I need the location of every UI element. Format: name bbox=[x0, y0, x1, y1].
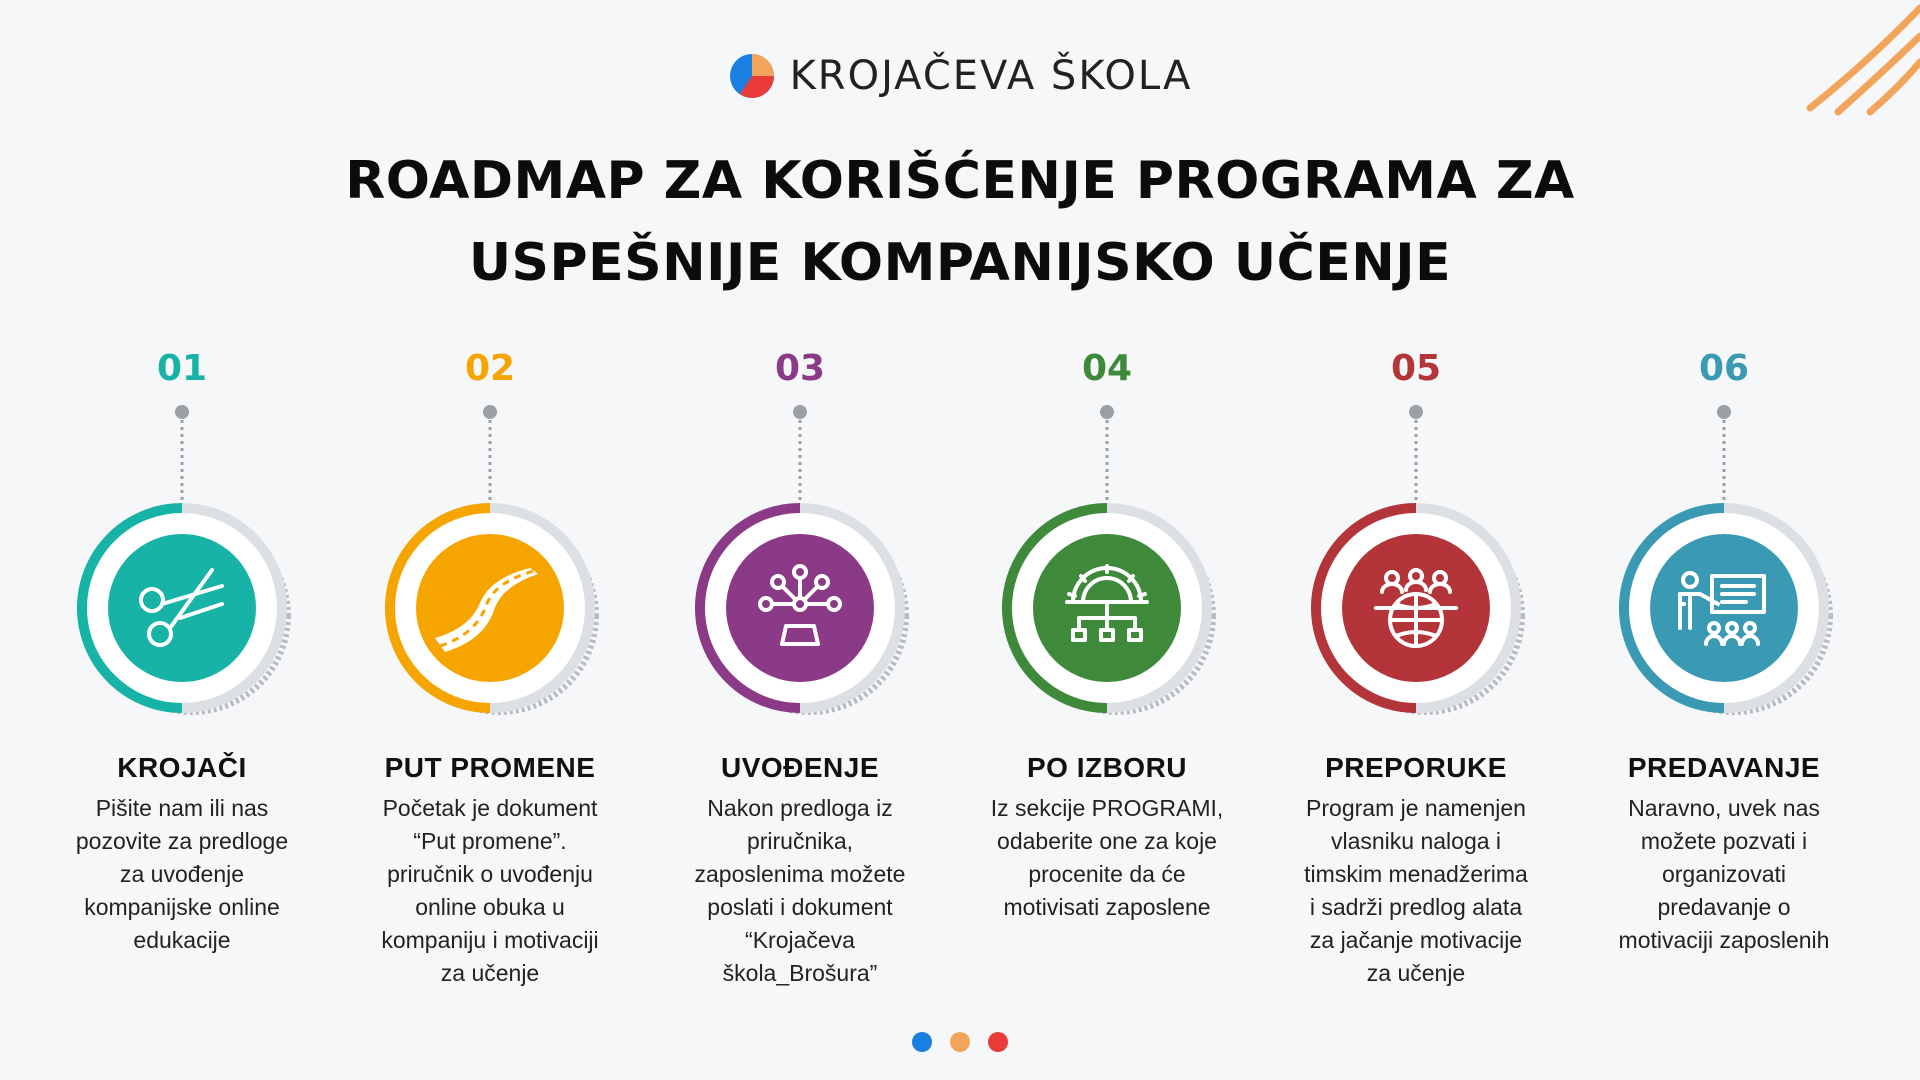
roadmap-step bbox=[957, 340, 1257, 1020]
brand-name: KROJAČEVA ŠKOLA bbox=[789, 53, 1193, 99]
step-title: PREDAVANJE bbox=[1627, 752, 1821, 783]
step-number: 05 bbox=[1390, 348, 1442, 389]
pagination-dots bbox=[0, 1032, 1920, 1052]
step-number: 06 bbox=[1698, 348, 1750, 389]
roadmap-step bbox=[32, 340, 332, 1020]
step-description: Početak je dokument “Put promene”. priručnik o uvođenju online obuka u kompaniju i motivaciji za učenje bbox=[381, 795, 599, 986]
step-title: KROJAČI bbox=[117, 752, 247, 783]
pagination-dot[interactable] bbox=[912, 1032, 932, 1052]
step-badge bbox=[1574, 340, 1874, 720]
roadmap-step bbox=[340, 340, 640, 1020]
connector-dot bbox=[793, 405, 807, 419]
roadmap-step bbox=[650, 340, 950, 1020]
title-line-2: USPEŠNIJE KOMPANIJSKO UČENJE bbox=[468, 233, 1452, 293]
step-title: PO IZBORU bbox=[1026, 752, 1188, 783]
connector-dot bbox=[483, 405, 497, 419]
step-description: Pišite nam ili nas pozovite za predloge za uvođenje kompanijske online edukacije bbox=[75, 795, 289, 953]
step-number: 01 bbox=[156, 348, 208, 389]
title-line-1: ROADMAP ZA KORIŠĆENJE PROGRAMA ZA bbox=[345, 151, 1575, 211]
brand-logo-icon bbox=[728, 52, 776, 100]
step-description: Program je namenjen vlasniku naloga i timskim menadžerima i sadrži predlog alata za jačanje motivacije za učenje bbox=[1304, 795, 1528, 986]
step-description: Iz sekcije PROGRAMI, odaberite one za koje procenite da će motivisati zaposlene bbox=[990, 795, 1224, 920]
connector-dot bbox=[1717, 405, 1731, 419]
brand-logo bbox=[0, 52, 1920, 100]
connector-dot bbox=[1409, 405, 1423, 419]
step-title: PREPORUKE bbox=[1325, 752, 1507, 783]
step-badge bbox=[340, 340, 640, 720]
step-badge bbox=[957, 340, 1257, 720]
badge-disc bbox=[1650, 534, 1798, 682]
step-number: 04 bbox=[1081, 348, 1133, 389]
step-title: UVOĐENJE bbox=[720, 752, 880, 783]
corner-decoration bbox=[1780, 0, 1920, 120]
connector-dot bbox=[175, 405, 189, 419]
pagination-dot[interactable] bbox=[988, 1032, 1008, 1052]
roadmap-step bbox=[1574, 340, 1874, 1020]
step-badge bbox=[650, 340, 950, 720]
pagination-dot[interactable] bbox=[950, 1032, 970, 1052]
step-badge bbox=[32, 340, 332, 720]
roadmap-step bbox=[1266, 340, 1566, 1020]
step-number: 02 bbox=[464, 348, 516, 389]
step-badge bbox=[1266, 340, 1566, 720]
step-description: Naravno, uvek nas možete pozvati i organizovati predavanje o motivaciji zaposlenih bbox=[1618, 795, 1830, 953]
badge-disc bbox=[108, 534, 256, 682]
step-description: Nakon predloga iz priručnika, zaposlenima možete poslati i dokument “Krojačeva škola_Brošura” bbox=[694, 795, 906, 986]
connector-dot bbox=[1100, 405, 1114, 419]
step-title: PUT PROMENE bbox=[384, 752, 596, 783]
page-title bbox=[0, 140, 1920, 304]
step-number: 03 bbox=[774, 348, 826, 389]
